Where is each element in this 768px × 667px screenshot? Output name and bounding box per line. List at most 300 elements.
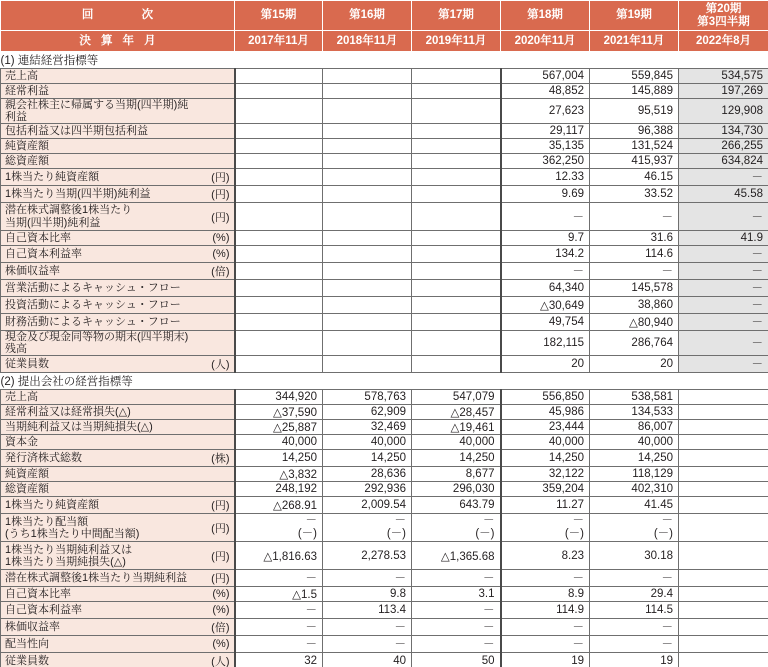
section-title-row bbox=[1, 52, 768, 69]
table-row bbox=[1, 356, 768, 373]
cell-value bbox=[412, 263, 501, 280]
cell-value: 19 bbox=[590, 653, 679, 667]
table-row bbox=[1, 514, 768, 542]
cell-value-line1: － bbox=[305, 515, 317, 527]
header-label-term: 回 次 bbox=[1, 1, 235, 31]
cell-value: － bbox=[235, 636, 323, 653]
cell-value-line2: (－) bbox=[653, 527, 673, 540]
header-label-date: 決 算 年 月 bbox=[1, 31, 235, 52]
cell-value: 118,129 bbox=[590, 467, 679, 482]
table-row bbox=[1, 482, 768, 497]
cell-value bbox=[323, 169, 412, 186]
cell-value bbox=[323, 331, 412, 356]
cell-value: △28,457 bbox=[412, 405, 501, 420]
cell-value: 292,936 bbox=[323, 482, 412, 497]
cell-value: 29,117 bbox=[501, 124, 590, 139]
row-unit: (円) bbox=[197, 514, 235, 542]
cell-value bbox=[323, 314, 412, 331]
cell-value bbox=[412, 84, 501, 99]
cell-value bbox=[323, 84, 412, 99]
cell-value bbox=[412, 356, 501, 373]
cell-value-line2: (－) bbox=[564, 527, 584, 540]
cell-value: 248,192 bbox=[235, 482, 323, 497]
cell-value: 96,388 bbox=[590, 124, 679, 139]
row-label: 自己資本比率 bbox=[1, 587, 197, 602]
cell-value bbox=[412, 246, 501, 263]
cell-value: 3.1 bbox=[412, 587, 501, 602]
cell-value: － bbox=[590, 636, 679, 653]
row-unit: (円) bbox=[197, 203, 235, 231]
header-date-6: 2022年8月 bbox=[679, 31, 768, 52]
cell-value: 14,250 bbox=[235, 450, 323, 467]
cell-value: 296,030 bbox=[412, 482, 501, 497]
cell-value bbox=[412, 297, 501, 314]
header-term-5 bbox=[590, 1, 679, 31]
cell-value bbox=[235, 314, 323, 331]
cell-value: － bbox=[412, 602, 501, 619]
cell-value bbox=[323, 246, 412, 263]
table-row bbox=[1, 186, 768, 203]
cell-value: △268.91 bbox=[235, 497, 323, 514]
table-row bbox=[1, 314, 768, 331]
row-unit: (倍) bbox=[197, 619, 235, 636]
cell-value: 41.45 bbox=[590, 497, 679, 514]
cell-value: 28,636 bbox=[323, 467, 412, 482]
row-unit bbox=[197, 420, 235, 435]
cell-value: 2,009.54 bbox=[323, 497, 412, 514]
row-label: 自己資本利益率 bbox=[1, 246, 197, 263]
cell-value bbox=[412, 154, 501, 169]
row-unit: (円) bbox=[197, 186, 235, 203]
row-label: 配当性向 bbox=[1, 636, 197, 653]
row-unit: (%) bbox=[197, 636, 235, 653]
cell-value: 359,204 bbox=[501, 482, 590, 497]
row-label: 発行済株式総数 bbox=[1, 450, 197, 467]
cell-value bbox=[412, 124, 501, 139]
row-label: 従業員数 bbox=[1, 356, 197, 373]
cell-value: 41.9 bbox=[679, 231, 768, 246]
row-unit bbox=[197, 69, 235, 84]
cell-value: － bbox=[501, 570, 590, 587]
cell-value bbox=[679, 497, 768, 514]
table-row bbox=[1, 467, 768, 482]
table-row bbox=[1, 169, 768, 186]
header-date-1: 2017年11月 bbox=[235, 31, 323, 52]
cell-value: － bbox=[679, 280, 768, 297]
cell-value bbox=[412, 99, 501, 124]
cell-value-line1: － bbox=[483, 515, 495, 527]
cell-value: △1,816.63 bbox=[235, 542, 323, 570]
row-label: 従業員数 bbox=[1, 653, 197, 667]
cell-value bbox=[323, 356, 412, 373]
cell-value: △80,940 bbox=[590, 314, 679, 331]
cell-value bbox=[679, 602, 768, 619]
cell-value bbox=[679, 514, 768, 542]
cell-value-line1: － bbox=[394, 515, 406, 527]
cell-value: 8,677 bbox=[412, 467, 501, 482]
cell-value: △37,590 bbox=[235, 405, 323, 420]
cell-value: 362,250 bbox=[501, 154, 590, 169]
cell-value: 33.52 bbox=[590, 186, 679, 203]
row-unit: (%) bbox=[197, 587, 235, 602]
row-label: 当期純利益又は当期純損失(△) bbox=[1, 420, 197, 435]
cell-value: 114.5 bbox=[590, 602, 679, 619]
cell-value: － bbox=[679, 314, 768, 331]
table-row bbox=[1, 263, 768, 280]
cell-value bbox=[235, 263, 323, 280]
row-unit: (円) bbox=[197, 169, 235, 186]
cell-value bbox=[412, 186, 501, 203]
header-term-3 bbox=[412, 1, 501, 31]
cell-value: 129,908 bbox=[679, 99, 768, 124]
cell-value: 2,278.53 bbox=[323, 542, 412, 570]
cell-value: 23,444 bbox=[501, 420, 590, 435]
row-unit: (株) bbox=[197, 450, 235, 467]
cell-value: 32,469 bbox=[323, 420, 412, 435]
row-label: 潜在株式調整後1株当たり当期純利益 bbox=[1, 570, 197, 587]
header-date-3: 2019年11月 bbox=[412, 31, 501, 52]
cell-value: 134.2 bbox=[501, 246, 590, 263]
table-row bbox=[1, 602, 768, 619]
cell-value: 182,115 bbox=[501, 331, 590, 356]
cell-value-line1: － bbox=[661, 515, 673, 527]
row-unit: (%) bbox=[197, 231, 235, 246]
section-title-row bbox=[1, 373, 768, 390]
table-row bbox=[1, 587, 768, 602]
row-unit bbox=[197, 297, 235, 314]
cell-value: △3,832 bbox=[235, 467, 323, 482]
row-unit: (円) bbox=[197, 497, 235, 514]
cell-value: 31.6 bbox=[590, 231, 679, 246]
cell-value-line2: (－) bbox=[297, 527, 317, 540]
table-row bbox=[1, 619, 768, 636]
cell-value bbox=[323, 99, 412, 124]
cell-value bbox=[323, 124, 412, 139]
cell-value: 114.6 bbox=[590, 246, 679, 263]
cell-value: 50 bbox=[412, 653, 501, 667]
row-unit bbox=[197, 314, 235, 331]
row-unit bbox=[197, 154, 235, 169]
cell-value: △1,365.68 bbox=[412, 542, 501, 570]
cell-value bbox=[501, 514, 590, 542]
row-unit bbox=[197, 139, 235, 154]
cell-value: 38,860 bbox=[590, 297, 679, 314]
cell-value bbox=[323, 69, 412, 84]
cell-value bbox=[679, 482, 768, 497]
cell-value: － bbox=[235, 619, 323, 636]
cell-value: － bbox=[323, 619, 412, 636]
row-unit: (倍) bbox=[197, 263, 235, 280]
cell-value bbox=[323, 154, 412, 169]
cell-value bbox=[323, 186, 412, 203]
cell-value: 113.4 bbox=[323, 602, 412, 619]
table-row bbox=[1, 405, 768, 420]
row-label bbox=[1, 203, 197, 231]
header-term-2 bbox=[323, 1, 412, 31]
cell-value: － bbox=[501, 263, 590, 280]
cell-value: － bbox=[679, 297, 768, 314]
row-label: 営業活動によるキャッシュ・フロー bbox=[1, 280, 197, 297]
cell-value bbox=[235, 514, 323, 542]
cell-value bbox=[323, 139, 412, 154]
header-date-4: 2020年11月 bbox=[501, 31, 590, 52]
cell-value: 9.8 bbox=[323, 587, 412, 602]
header-term-6 bbox=[679, 1, 768, 31]
section-title: (1) 連結経営指標等 bbox=[1, 52, 768, 69]
cell-value: 40,000 bbox=[323, 435, 412, 450]
header-row-term bbox=[1, 1, 768, 31]
cell-value: － bbox=[679, 331, 768, 356]
cell-value: － bbox=[323, 636, 412, 653]
cell-value bbox=[679, 390, 768, 405]
cell-value: － bbox=[501, 203, 590, 231]
cell-value: 30.18 bbox=[590, 542, 679, 570]
row-unit: (人) bbox=[197, 356, 235, 373]
row-unit bbox=[197, 124, 235, 139]
section-title: (2) 提出会社の経営指標等 bbox=[1, 373, 768, 390]
cell-value: 29.4 bbox=[590, 587, 679, 602]
cell-value: 9.7 bbox=[501, 231, 590, 246]
table-row bbox=[1, 203, 768, 231]
cell-value bbox=[323, 203, 412, 231]
cell-value: △30,649 bbox=[501, 297, 590, 314]
cell-value: 12.33 bbox=[501, 169, 590, 186]
cell-value: 344,920 bbox=[235, 390, 323, 405]
cell-value bbox=[412, 280, 501, 297]
cell-value bbox=[412, 231, 501, 246]
cell-value-line1: － bbox=[572, 515, 584, 527]
cell-value-line2: (－) bbox=[386, 527, 406, 540]
cell-value: 9.69 bbox=[501, 186, 590, 203]
cell-value: 45.58 bbox=[679, 186, 768, 203]
cell-value: 46.15 bbox=[590, 169, 679, 186]
cell-value: － bbox=[590, 570, 679, 587]
cell-value bbox=[590, 514, 679, 542]
cell-value bbox=[235, 186, 323, 203]
cell-value bbox=[412, 169, 501, 186]
row-unit: (円) bbox=[197, 542, 235, 570]
cell-value: 40,000 bbox=[412, 435, 501, 450]
cell-value: 40 bbox=[323, 653, 412, 667]
row-label: 純資産額 bbox=[1, 467, 197, 482]
row-label: 親会社株主に帰属する当期(四半期)純利益 bbox=[1, 99, 197, 124]
cell-value: 62,909 bbox=[323, 405, 412, 420]
cell-value: 14,250 bbox=[412, 450, 501, 467]
cell-value bbox=[679, 467, 768, 482]
row-unit bbox=[197, 405, 235, 420]
cell-value: 578,763 bbox=[323, 390, 412, 405]
table-row bbox=[1, 139, 768, 154]
cell-value bbox=[412, 203, 501, 231]
cell-value: △25,887 bbox=[235, 420, 323, 435]
row-unit bbox=[197, 482, 235, 497]
row-label: 1株当たり純資産額 bbox=[1, 497, 197, 514]
header-term-line1: 第18期 bbox=[527, 9, 563, 22]
cell-value: 547,079 bbox=[412, 390, 501, 405]
cell-value: 32,122 bbox=[501, 467, 590, 482]
cell-value: 145,889 bbox=[590, 84, 679, 99]
table-row bbox=[1, 450, 768, 467]
table-row bbox=[1, 420, 768, 435]
cell-value: 86,007 bbox=[590, 420, 679, 435]
row-label: 株価収益率 bbox=[1, 263, 197, 280]
cell-value bbox=[412, 331, 501, 356]
cell-value: － bbox=[235, 602, 323, 619]
header-date-2: 2018年11月 bbox=[323, 31, 412, 52]
row-unit bbox=[197, 99, 235, 124]
cell-value: 567,004 bbox=[501, 69, 590, 84]
cell-value: － bbox=[590, 619, 679, 636]
header-term-line1: 第19期 bbox=[616, 9, 652, 22]
cell-value: 40,000 bbox=[590, 435, 679, 450]
cell-value: － bbox=[679, 246, 768, 263]
header-term-1 bbox=[235, 1, 323, 31]
cell-value: 197,269 bbox=[679, 84, 768, 99]
cell-value bbox=[679, 450, 768, 467]
row-unit bbox=[197, 467, 235, 482]
cell-value: 8.9 bbox=[501, 587, 590, 602]
cell-value bbox=[235, 297, 323, 314]
cell-value: － bbox=[501, 636, 590, 653]
table-row bbox=[1, 570, 768, 587]
row-unit bbox=[197, 390, 235, 405]
row-label: 純資産額 bbox=[1, 139, 197, 154]
cell-value: － bbox=[501, 619, 590, 636]
cell-value: 402,310 bbox=[590, 482, 679, 497]
cell-value: 643.79 bbox=[412, 497, 501, 514]
cell-value: － bbox=[679, 356, 768, 373]
cell-value: － bbox=[590, 203, 679, 231]
cell-value: 11.27 bbox=[501, 497, 590, 514]
row-label: 1株当たり当期(四半期)純利益 bbox=[1, 186, 197, 203]
table-row bbox=[1, 653, 768, 667]
cell-value: △1.5 bbox=[235, 587, 323, 602]
cell-value bbox=[679, 542, 768, 570]
cell-value: 14,250 bbox=[323, 450, 412, 467]
row-label: 経常利益 bbox=[1, 84, 197, 99]
cell-value: 19 bbox=[501, 653, 590, 667]
cell-value bbox=[235, 99, 323, 124]
cell-value: － bbox=[235, 570, 323, 587]
cell-value: 20 bbox=[501, 356, 590, 373]
row-unit: (%) bbox=[197, 246, 235, 263]
cell-value: 534,575 bbox=[679, 69, 768, 84]
cell-value: 48,852 bbox=[501, 84, 590, 99]
cell-value bbox=[235, 356, 323, 373]
table-row bbox=[1, 297, 768, 314]
table-body bbox=[1, 1, 768, 667]
table-row bbox=[1, 99, 768, 124]
table-row bbox=[1, 69, 768, 84]
cell-value bbox=[412, 139, 501, 154]
cell-value bbox=[679, 636, 768, 653]
cell-value bbox=[323, 514, 412, 542]
header-term-line1: 第20期 bbox=[705, 2, 742, 15]
row-label: 総資産額 bbox=[1, 154, 197, 169]
cell-value bbox=[235, 69, 323, 84]
cell-value bbox=[412, 314, 501, 331]
cell-value bbox=[323, 297, 412, 314]
cell-value bbox=[679, 570, 768, 587]
cell-value: － bbox=[323, 570, 412, 587]
row-label-line2: (うち1株当たり中間配当額) bbox=[5, 527, 140, 540]
row-label-line2: 当期(四半期)純利益 bbox=[5, 216, 101, 229]
header-term-line1: 第16期 bbox=[349, 9, 385, 22]
row-unit bbox=[197, 435, 235, 450]
cell-value: 8.23 bbox=[501, 542, 590, 570]
cell-value: － bbox=[679, 263, 768, 280]
header-row-date bbox=[1, 31, 768, 52]
row-label: 1株当たり純資産額 bbox=[1, 169, 197, 186]
header-term-line1: 第15期 bbox=[260, 9, 297, 22]
cell-value: 64,340 bbox=[501, 280, 590, 297]
cell-value bbox=[235, 84, 323, 99]
cell-value: 40,000 bbox=[501, 435, 590, 450]
row-label: 包括利益又は四半期包括利益 bbox=[1, 124, 197, 139]
cell-value bbox=[235, 331, 323, 356]
row-unit bbox=[197, 280, 235, 297]
row-label: 投資活動によるキャッシュ・フロー bbox=[1, 297, 197, 314]
cell-value: 49,754 bbox=[501, 314, 590, 331]
row-label: 株価収益率 bbox=[1, 619, 197, 636]
cell-value: 134,533 bbox=[590, 405, 679, 420]
cell-value bbox=[323, 231, 412, 246]
row-label bbox=[1, 542, 197, 570]
row-label: 現金及び現金同等物の期末(四半期末)残高 bbox=[1, 331, 197, 356]
cell-value bbox=[679, 587, 768, 602]
cell-value bbox=[235, 154, 323, 169]
row-label: 総資産額 bbox=[1, 482, 197, 497]
table-row bbox=[1, 331, 768, 356]
cell-value bbox=[235, 124, 323, 139]
header-term-line1: 第17期 bbox=[438, 9, 474, 22]
cell-value: 40,000 bbox=[235, 435, 323, 450]
cell-value bbox=[679, 435, 768, 450]
cell-value bbox=[679, 653, 768, 667]
cell-value bbox=[235, 203, 323, 231]
cell-value: － bbox=[590, 263, 679, 280]
table-row bbox=[1, 390, 768, 405]
cell-value bbox=[412, 69, 501, 84]
row-unit bbox=[197, 84, 235, 99]
cell-value: 415,937 bbox=[590, 154, 679, 169]
row-label: 資本金 bbox=[1, 435, 197, 450]
cell-value-line2: (－) bbox=[475, 527, 495, 540]
table-row bbox=[1, 246, 768, 263]
table-row bbox=[1, 636, 768, 653]
cell-value: 266,255 bbox=[679, 139, 768, 154]
cell-value bbox=[235, 139, 323, 154]
row-unit bbox=[197, 331, 235, 356]
table-row bbox=[1, 231, 768, 246]
cell-value: － bbox=[412, 619, 501, 636]
cell-value: 114.9 bbox=[501, 602, 590, 619]
row-label-line2: 1株当たり当期純損失(△) bbox=[5, 555, 126, 568]
cell-value: 45,986 bbox=[501, 405, 590, 420]
cell-value: － bbox=[679, 169, 768, 186]
row-unit: (%) bbox=[197, 602, 235, 619]
row-label: 財務活動によるキャッシュ・フロー bbox=[1, 314, 197, 331]
cell-value: 35,135 bbox=[501, 139, 590, 154]
cell-value: － bbox=[412, 636, 501, 653]
cell-value: 559,845 bbox=[590, 69, 679, 84]
cell-value: 14,250 bbox=[501, 450, 590, 467]
header-date-5: 2021年11月 bbox=[590, 31, 679, 52]
row-label-line1: 潜在株式調整後1株当たり bbox=[5, 204, 133, 217]
cell-value: － bbox=[679, 203, 768, 231]
table-row bbox=[1, 497, 768, 514]
header-term-line2: 第3四半期 bbox=[697, 15, 750, 28]
